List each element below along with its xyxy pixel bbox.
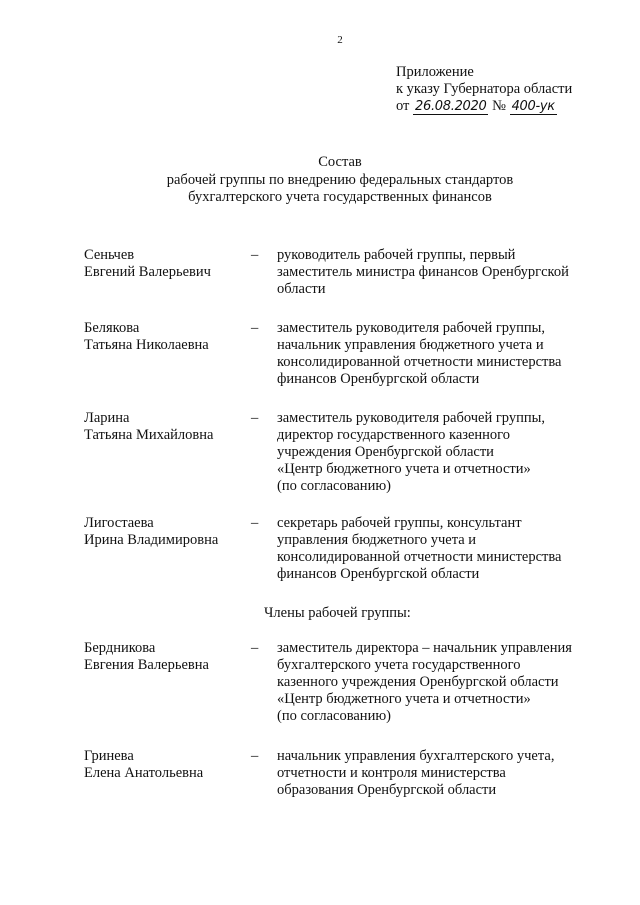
page-number: 2 (337, 34, 343, 46)
member-surname: Лигостаева (84, 515, 154, 531)
member-given-names: Татьяна Николаевна (84, 337, 209, 353)
member-name (84, 748, 249, 782)
role-line: заместитель министра финансов Оренбургской (277, 264, 569, 280)
appendix-date-number-line (396, 98, 626, 115)
appendix-from-label: от (396, 98, 410, 114)
member-name (84, 320, 249, 354)
role-line: учреждения Оренбургской области (277, 444, 494, 460)
number-sign: № (492, 98, 506, 114)
member-given-names: Евгений Валерьевич (84, 264, 211, 280)
title-line-2: рабочей группы по внедрению федеральных стандартов (166, 172, 514, 188)
entry-dash: – (251, 410, 259, 426)
entry-dash: – (251, 515, 259, 531)
member-surname: Гринева (84, 748, 134, 764)
role-line: (по согласованию) (277, 708, 391, 724)
member-given-names: Елена Анатольевна (84, 765, 204, 781)
member-name (84, 515, 249, 549)
member-role (277, 247, 607, 298)
role-line: финансов Оренбургской области (277, 371, 480, 387)
role-line: образования Оренбургской области (277, 782, 497, 798)
entry-dash: – (251, 247, 259, 263)
role-line: заместитель руководителя рабочей группы, (277, 410, 545, 426)
members-section-heading: Члены рабочей группы: (264, 605, 411, 621)
entry-dash: – (251, 320, 259, 336)
member-role (277, 320, 607, 388)
member-surname: Сеньчев (84, 247, 135, 263)
role-line: бухгалтерского учета государственного (277, 657, 521, 673)
role-line: заместитель руководителя рабочей группы, (277, 320, 545, 336)
role-line: управления бюджетного учета и (277, 532, 477, 548)
member-given-names: Евгения Валерьевна (84, 657, 209, 673)
role-line: консолидированной отчетности министерства (277, 549, 562, 565)
role-line: казенного учреждения Оренбургской области (277, 674, 559, 690)
member-role (277, 748, 607, 799)
entry-dash: – (251, 640, 259, 656)
title-line-3: бухгалтерского учета государственных финансов (188, 189, 492, 205)
appendix-header (396, 64, 626, 115)
entry-dash: – (251, 748, 259, 764)
role-line: директор государственного казенного (277, 427, 511, 443)
member-name (84, 640, 249, 674)
role-line: (по согласованию) (277, 478, 391, 494)
role-line: области (277, 281, 326, 297)
role-line: отчетности и контроля министерства (277, 765, 506, 781)
member-surname: Белякова (84, 320, 140, 336)
role-line: консолидированной отчетности министерства (277, 354, 562, 370)
document-title (0, 154, 640, 206)
appendix-title: Приложение (396, 64, 474, 80)
member-given-names: Ирина Владимировна (84, 532, 219, 548)
role-line: начальник управления бухгалтерского учета, (277, 748, 555, 764)
appendix-decree-reference: к указу Губернатора области (396, 81, 573, 97)
role-line: заместитель директора – начальник управления (277, 640, 572, 656)
member-role (277, 515, 607, 583)
member-name (84, 410, 249, 444)
role-line: начальник управления бюджетного учета и (277, 337, 544, 353)
member-surname: Бердникова (84, 640, 156, 656)
member-role (277, 410, 607, 495)
role-line: «Центр бюджетного учета и отчетности» (277, 461, 531, 477)
member-surname: Ларина (84, 410, 130, 426)
role-line: финансов Оренбургской области (277, 566, 480, 582)
title-line-1: Состав (318, 154, 362, 170)
role-line: руководитель рабочей группы, первый (277, 247, 516, 263)
member-role (277, 640, 607, 725)
role-line: секретарь рабочей группы, консультант (277, 515, 522, 531)
decree-date: 26.08.2020 (415, 99, 487, 114)
decree-number: 400-ук (511, 99, 555, 114)
member-name (84, 247, 249, 281)
member-given-names: Татьяна Михайловна (84, 427, 214, 443)
role-line: «Центр бюджетного учета и отчетности» (277, 691, 531, 707)
